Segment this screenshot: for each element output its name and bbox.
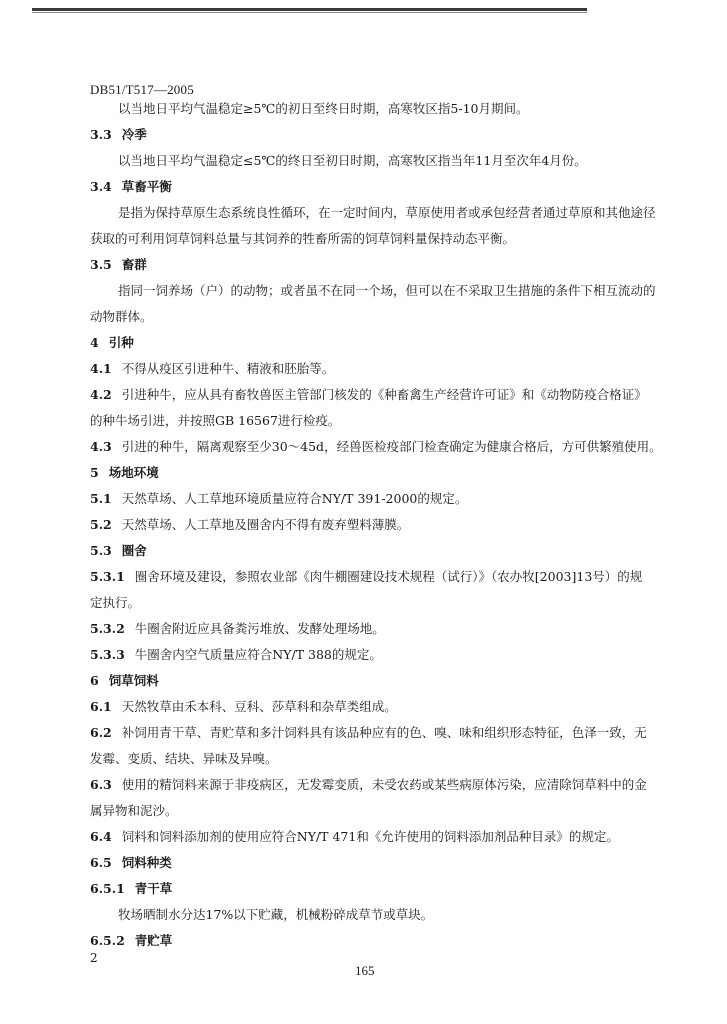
- numbered-clause: [90, 616, 670, 642]
- paragraph-text: 发霉、变质、结块、异味及异嗅。: [90, 751, 278, 766]
- section-heading: [90, 668, 670, 694]
- numbered-clause: [90, 642, 670, 668]
- paragraph-line: [90, 226, 670, 252]
- paragraph-text: 是指为保持草原生态系统良性循环，在一定时间内，草原使用者或承包经营者通过草原和其他途径: [118, 205, 656, 220]
- paragraph-line: [90, 278, 670, 304]
- section-heading: [90, 928, 670, 954]
- clause-number: 6.3: [90, 777, 112, 792]
- numbered-clause: [90, 486, 670, 512]
- clause-text: 饲料和饲料添加剂的使用应符合NY/T 471和《允许使用的饲料添加剂品种目录》的规定。: [121, 829, 619, 844]
- scan-border-line: [32, 12, 587, 13]
- document-body: [90, 96, 670, 954]
- clause-number: 6.4: [90, 829, 112, 844]
- paragraph-text: 牧场晒制水分达17%以下贮藏，机械粉碎成草节或草块。: [118, 907, 434, 922]
- section-title: 饲料种类: [121, 855, 172, 870]
- section-heading: [90, 330, 670, 356]
- clause-number: 5.1: [90, 491, 112, 506]
- clause-number: 4.1: [90, 361, 112, 376]
- paragraph-line: [90, 96, 670, 122]
- clause-text: 圈舍环境及建设，参照农业部《肉牛棚圈建设技术规程（试行）》（农办牧[2003]13号）的规: [134, 569, 643, 584]
- numbered-clause: [90, 720, 670, 746]
- clause-number: 5.3.1: [90, 569, 125, 584]
- numbered-clause: [90, 382, 670, 408]
- clause-text: 使用的精饲料来源于非疫病区，无发霉变质，未受农药或某些病原体污染，应清除饲草料中的金: [121, 777, 647, 792]
- page-number-left: 2: [90, 951, 98, 965]
- section-number: 6.5.2: [90, 933, 125, 948]
- page-number-center: 165: [355, 963, 375, 978]
- section-heading: [90, 460, 670, 486]
- paragraph-text: 指同一饲养场（户）的动物；或者虽不在同一个场，但可以在不采取卫生措施的条件下相互流动的: [118, 283, 656, 298]
- section-title: 草畜平衡: [121, 179, 172, 194]
- section-heading: [90, 122, 670, 148]
- paragraph-line: [90, 200, 670, 226]
- section-number: 6.5.1: [90, 881, 125, 896]
- numbered-clause: [90, 824, 670, 850]
- numbered-clause: [90, 694, 670, 720]
- paragraph-text: 以当地日平均气温稳定≥5℃的初日至终日时期，高寒牧区指5-10月期间。: [118, 101, 529, 116]
- paragraph-line: [90, 148, 670, 174]
- numbered-clause: [90, 434, 670, 460]
- clause-text: 天然牧草由禾本科、豆科、莎草科和杂草类组成。: [121, 699, 397, 714]
- clause-text: 引进的种牛，隔离观察至少30～45d，经兽医检疫部门检查确定为健康合格后，方可供繁殖使用。: [121, 439, 662, 454]
- clause-text: 天然草场、人工草地及圈舍内不得有废弃塑料薄膜。: [121, 517, 410, 532]
- paragraph-text: 属异物和泥沙。: [90, 803, 178, 818]
- paragraph-text: 定执行。: [90, 595, 141, 610]
- document-code: DB51/T517—2005: [90, 82, 194, 97]
- clause-number: 6.1: [90, 699, 112, 714]
- section-title: 引种: [108, 335, 134, 350]
- section-heading: [90, 876, 670, 902]
- clause-text: 牛圈舍内空气质量应符合NY/T 388的规定。: [134, 647, 382, 662]
- clause-number: 5.3.3: [90, 647, 125, 662]
- paragraph-text: 获取的可利用饲草饲料总量与其饲养的牲畜所需的饲草饲料量保持动态平衡。: [90, 231, 516, 246]
- section-number: 3.3: [90, 127, 112, 142]
- section-title: 青贮草: [134, 933, 173, 948]
- section-heading: [90, 174, 670, 200]
- section-title: 畜群: [121, 257, 147, 272]
- section-number: 5.3: [90, 543, 112, 558]
- numbered-clause: [90, 356, 670, 382]
- paragraph-text: 的种牛场引进，并按照GB 16567进行检疫。: [90, 413, 341, 428]
- scan-border-top: [32, 8, 587, 11]
- clause-text: 补饲用青干草、青贮草和多汁饲料具有该品种应有的色、嗅、味和组织形态特征，色泽一致，无: [121, 725, 647, 740]
- paragraph-line: [90, 408, 670, 434]
- section-number: 6: [90, 673, 99, 688]
- section-title: 青干草: [134, 881, 173, 896]
- section-heading: [90, 538, 670, 564]
- paragraph-line: [90, 746, 670, 772]
- clause-text: 天然草场、人工草地环境质量应符合NY/T 391-2000的规定。: [121, 491, 468, 506]
- paragraph-text: 以当地日平均气温稳定≤5℃的终日至初日时期，高寒牧区指当年11月至次年4月份。: [118, 153, 587, 168]
- paragraph-line: [90, 902, 670, 928]
- section-number: 4: [90, 335, 99, 350]
- section-number: 3.4: [90, 179, 112, 194]
- section-number: 5: [90, 465, 99, 480]
- section-number: 6.5: [90, 855, 112, 870]
- section-number: 3.5: [90, 257, 112, 272]
- numbered-clause: [90, 772, 670, 798]
- section-title: 冷季: [121, 127, 147, 142]
- paragraph-text: 动物群体。: [90, 309, 153, 324]
- clause-text: 不得从疫区引进种牛、精液和胚胎等。: [121, 361, 335, 376]
- section-heading: [90, 252, 670, 278]
- paragraph-line: [90, 590, 670, 616]
- section-title: 圈舍: [121, 543, 147, 558]
- paragraph-line: [90, 304, 670, 330]
- numbered-clause: [90, 512, 670, 538]
- clause-number: 5.2: [90, 517, 112, 532]
- section-title: 饲草饲料: [108, 673, 159, 688]
- clause-number: 6.2: [90, 725, 112, 740]
- clause-number: 4.3: [90, 439, 112, 454]
- clause-text: 牛圈舍附近应具备粪污堆放、发酵处理场地。: [134, 621, 385, 636]
- section-heading: [90, 850, 670, 876]
- clause-number: 5.3.2: [90, 621, 125, 636]
- clause-text: 引进种牛，应从具有畜牧兽医主管部门核发的《种畜禽生产经营许可证》和《动物防疫合格证》: [121, 387, 647, 402]
- section-title: 场地环境: [108, 465, 159, 480]
- paragraph-line: [90, 798, 670, 824]
- clause-number: 4.2: [90, 387, 112, 402]
- numbered-clause: [90, 564, 670, 590]
